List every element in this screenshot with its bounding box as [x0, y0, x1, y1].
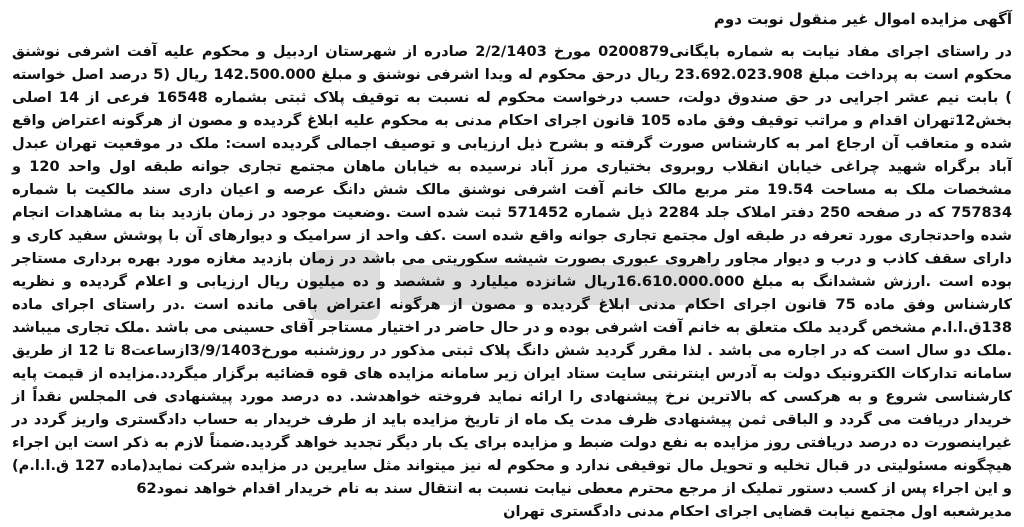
- notice-body: در راستای اجرای مفاد نیابت به شماره بایگانی0200879 مورخ 2/2/1403 صادره از شهرستان اردبیل و محکوم علیه آفت اشرفی نوشنق محکوم است به پرداخت مبلغ 23.692.023.908 ریال درحق محکوم له ویدا اشرفی نوشنق و مبلغ 142.500.000 ریال (5 درصد اصل خواسته ) بابت نیم عشر اجرایی در حق صندوق دولت، حسب درخواست محکوم له نسبت به توقیف پلاک ثبتی بشماره 16548 فرعی از 14 اصلی بخش12تهران اقدام و مراتب توقیف وفق ماده 105 قانون اجرای احکام مدنی به محکوم علیه ابلاغ گردیده و مصون از هرگونه اعتراض واقع شده و متعاقب آن ارجاع امر به کارشناس صورت گرفته و بشرح ذیل ارزیابی و توصیف اجمالی گردیده است: ملک در موقعیت تهران عبدل آباد برگراه شهید چراغی خیابان انقلاب روبروی بختیاری مرز آباد نرسیده به خیابان ماهان مجتمع تجاری جوانه طبقه اول واحد 120 و مشخصات ملک به مساحت 19.54 متر مربع مالک خانم آفت اشرفی نوشنق مالک شش دانگ عرصه و اعیان داری سند مالکیت با شماره 757834 که در صفحه 250 دفتر املاک جلد 2284 ذیل شماره 571452 ثبت شده است .وضعیت موجود در زمان بازدید بنا به مشاهدات انجام شده واحدتجاری مورد تعرفه در طبقه اول مجتمع تجاری جوانه واقع شده است .کف واحد از سرامیک و دیوارهای آن با پوشش سفید کاری و دارای سقف کاذب و درب و دیوار مجاور راهروی عبوری بصورت شیشه سکوریتی می باشد در زمان بازدید مغازه مورد بهره برداری مستاجر بوده است .ارزش ششدانگ به مبلغ 16.610.000.000ریال شانزده میلیارد و ششصد و ده میلیون ریال ارزیابی و اعلام گردیده و نظریه کارشناس وفق ماده 75 قانون اجرای احکام مدنی ابلاغ گردیده و مصون از هرگونه اعتراض باقی مانده است .در راستای اجرای ماده 138ق.ا.ا.م مشخص گردید ملک متعلق به خانم آفت اشرفی بوده و در حال حاضر در اختیار مستاجر آقای حسینی می باشد .ملک تجاری میباشد .ملک دو سال است که در اجاره می باشد . لذا مقرر گردید شش دانگ پلاک ثبتی مذکور در روزشنبه مورخ3/9/1403ازساعت8 تا 12 از طریق سامانه تدارکات الکترونیک دولت به آدرس اینترنتی سایت ستاد ایران زیر سامانه مزایده های قوه قضائیه برگزار میگردد.مزایده از قیمت پایه کارشناسی شروع و به هرکسی که بالاترین نرخ پیشنهادی را ارائه نماید فروخته خواهدشد. ده درصد مورد پیشنهادی فی المجلس نقداً از خریدار دریافت می گردد و الباقی ثمن پیشنهادی ظرف مدت یک ماه از تاریخ مزایده باید از طرف خریدار به حساب دادگستری واریز گردد در غیراینصورت ده درصد دریافتی روز مزایده به نفع دولت ضبط و مزایده برای یک بار دیگر تجدید خواهد گردید.ضمناً لازم به ذکر است این اجراء هیچگونه مسئولیتی در قبال تخلیه و تحویل مال توقیفی ندارد و محکوم له نیز میتواند مثل سایرین در مزایده شرکت نماید(ماده 127 ق.ا.ا.م) و این اجراء پس از کسب دستور تملیک از مرجع محترم معطی نیابت نسبت به انتقال سند به نام خریدار اقدام خواهد نمود62: [12, 43, 1012, 497]
- notice-title: آگهی مزایده اموال غیر منقول نوبت دوم: [713, 10, 1012, 28]
- notice-signature: مدیرشعبه اول مجتمع نیابت قضایی اجرای احکام مدنی دادگستری تهران: [503, 503, 1012, 520]
